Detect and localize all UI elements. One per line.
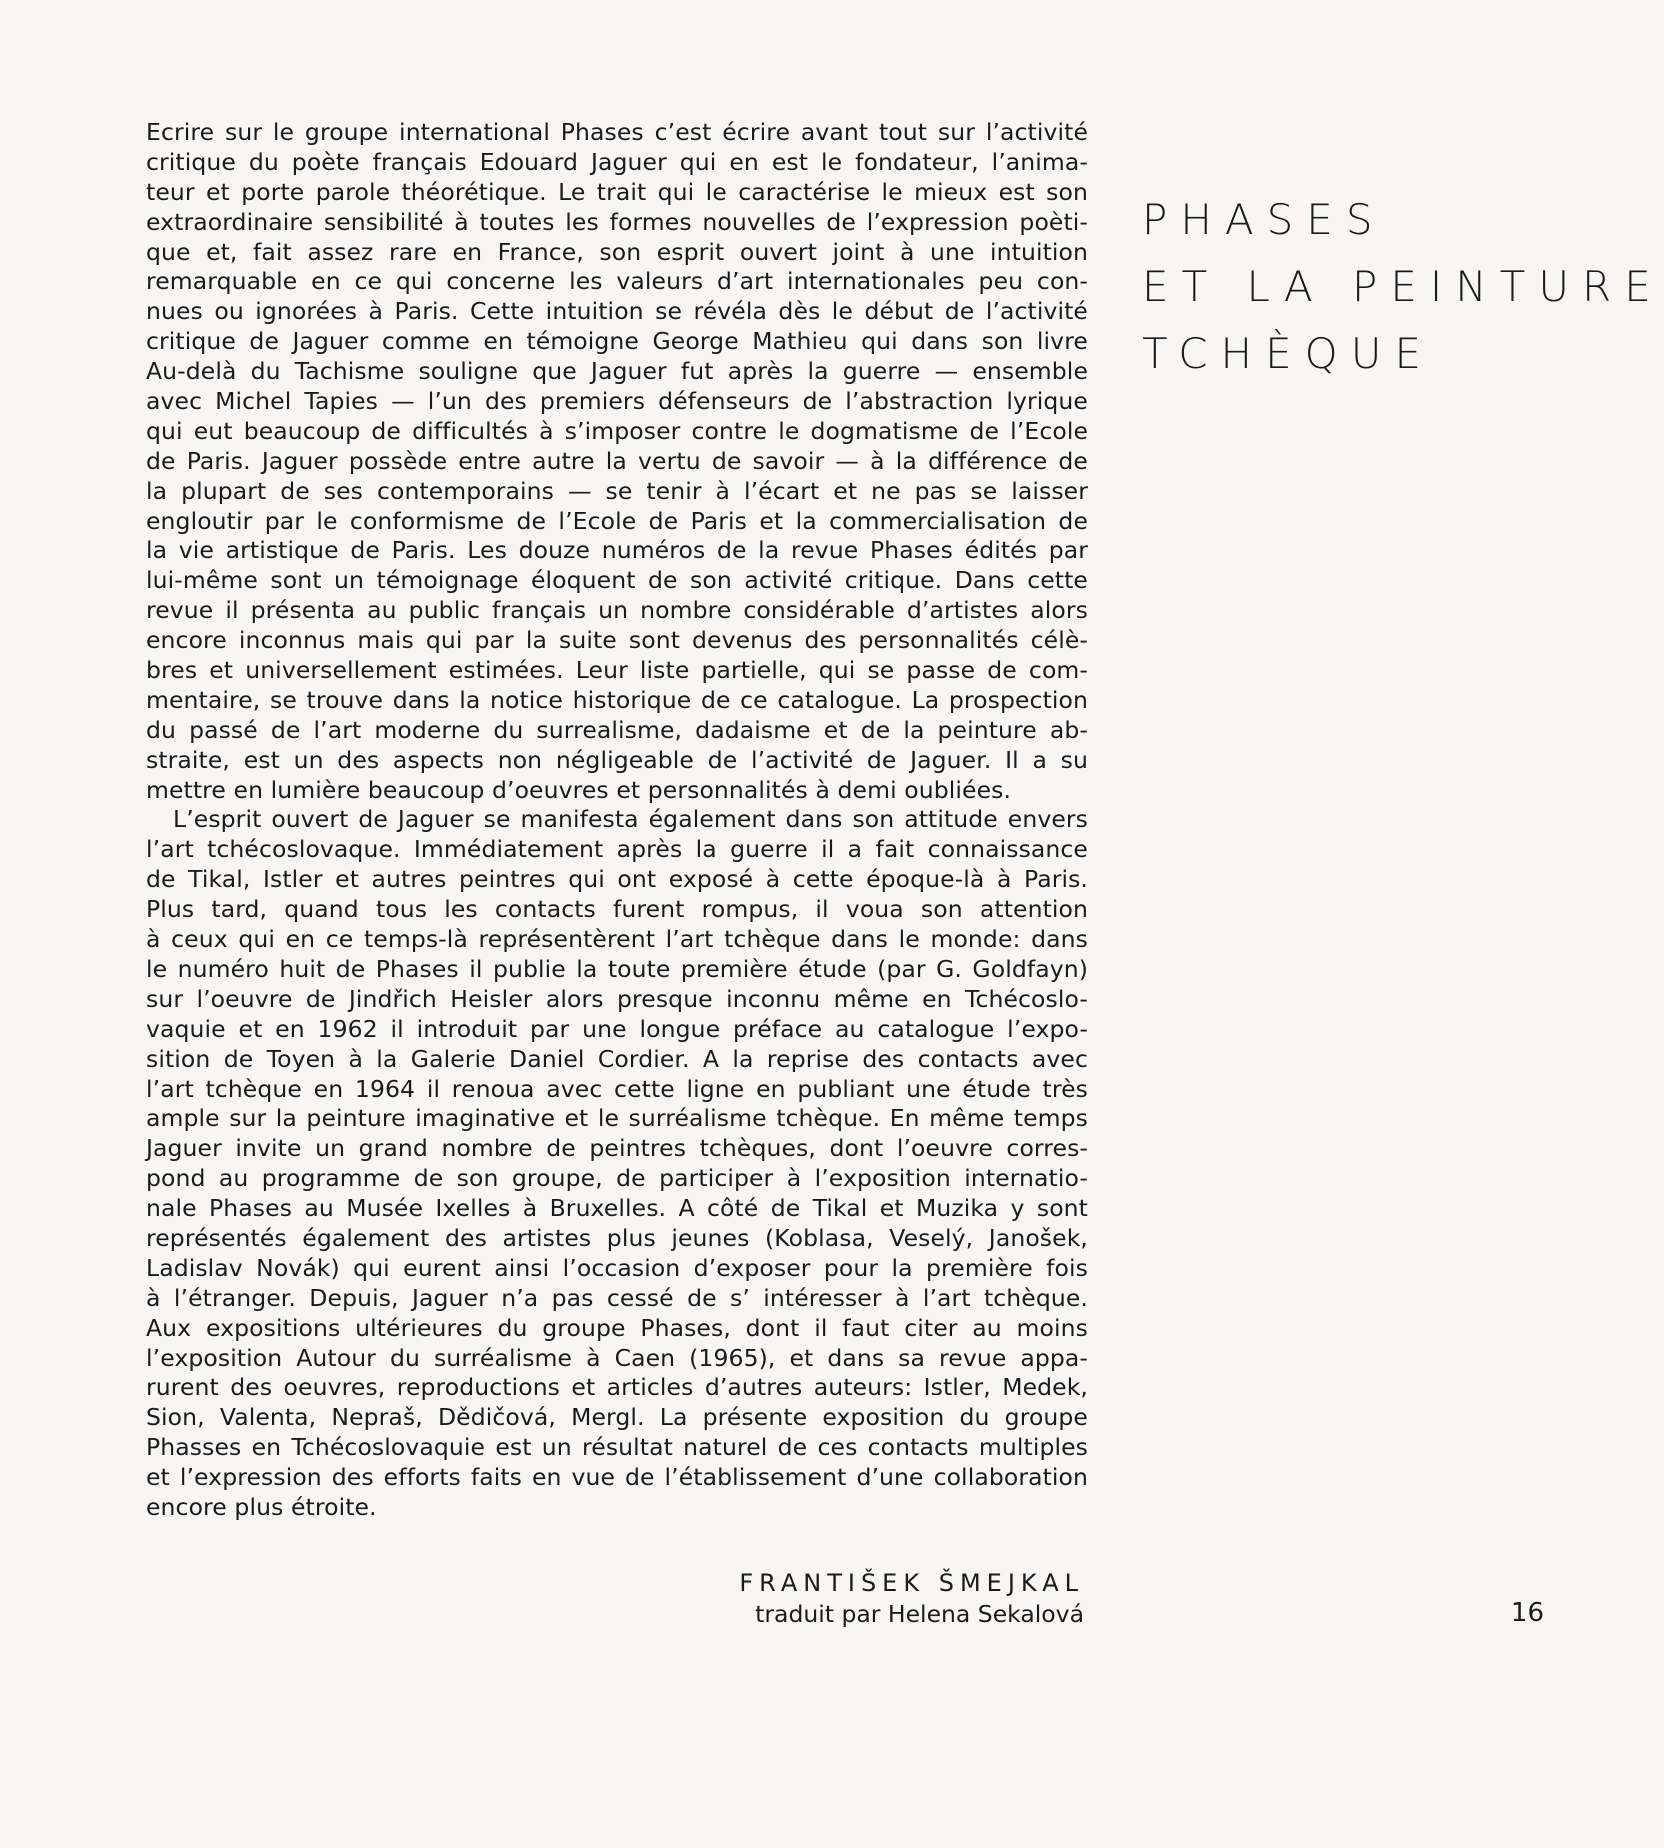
- text-line: Phasses en Tchécoslovaquie est un résultat naturel de ces contacts multiples: [146, 1433, 1088, 1462]
- text-line: lui-même sont un témoignage éloquent de son activité critique. Dans cette: [146, 566, 1088, 595]
- text-line: pond au programme de son groupe, de participer à l’exposition internatio-: [146, 1164, 1088, 1193]
- text-line: la vie artistique de Paris. Les douze numéros de la revue Phases édités par: [146, 536, 1088, 565]
- title-line: PHASES: [1142, 195, 1386, 244]
- text-line: critique du poète français Edouard Jaguer qui en est le fondateur, l’anima-: [146, 147, 1088, 176]
- text-line: critique de Jaguer comme en témoigne George Mathieu qui dans son livre: [146, 327, 1088, 356]
- paragraph-1: [146, 118, 1088, 805]
- text-line: vaquie et en 1962 il introduit par une longue préface au catalogue l’expo-: [146, 1014, 1088, 1043]
- text-line: avec Michel Tapies — l’un des premiers défenseurs de l’abstraction lyrique: [146, 387, 1088, 416]
- text-line: que et, fait assez rare en France, son esprit ouvert joint à une intuition: [146, 237, 1088, 266]
- text-line: Jaguer invite un grand nombre de peintres tchèques, dont l’oeuvre corres-: [146, 1134, 1088, 1163]
- text-line: de Tikal, Istler et autres peintres qui ont exposé à cette époque-là à Paris.: [146, 865, 1088, 894]
- text-line: teur et porte parole théorétique. Le trait qui le caractérise le mieux est son: [146, 177, 1088, 206]
- text-line: encore plus étroite.: [146, 1492, 377, 1521]
- text-line: et l’expression des efforts faits en vue de l’établissement d’une collaboration: [146, 1463, 1088, 1492]
- text-line: Ecrire sur le groupe international Phases c’est écrire avant tout sur l’activité: [146, 118, 1088, 146]
- text-line: Sion, Valenta, Nepraš, Dědičová, Mergl. La présente exposition du groupe: [146, 1403, 1088, 1432]
- text-line: l’art tchèque en 1964 il renoua avec cette ligne en publiant une étude très: [146, 1074, 1088, 1103]
- text-line: de Paris. Jaguer possède entre autre la vertu de savoir — à la différence de: [146, 446, 1088, 475]
- text-line: sur l’oeuvre de Jindřich Heisler alors presque inconnu même en Tchécoslo-: [146, 984, 1088, 1013]
- text-line: encore inconnus mais qui par la suite sont devenus des personnalités célè-: [146, 626, 1088, 655]
- text-line: l’art tchécoslovaque. Immédiatement après la guerre il a fait connaissance: [146, 835, 1088, 864]
- text-line: à ceux qui en ce temps-là représentèrent l’art tchèque dans le monde: dans: [146, 925, 1088, 954]
- page-number: 16: [1510, 1598, 1544, 1628]
- text-line: mettre en lumière beaucoup d’oeuvres et personnalités à demi oubliées.: [146, 775, 1012, 804]
- text-line: nues ou ignorées à Paris. Cette intuition se révéla dès le début de l’activité: [146, 297, 1088, 326]
- signature-block: [600, 1567, 1084, 1629]
- text-line: le numéro huit de Phases il publie la toute première étude (par G. Goldfayn): [146, 954, 1088, 983]
- article-title: [1142, 186, 1664, 387]
- text-line: la plupart de ses contemporains — se tenir à l’écart et ne pas se laisser: [146, 476, 1088, 505]
- text-line: qui eut beaucoup de difficultés à s’imposer contre le dogmatisme de l’Ecole: [146, 416, 1088, 445]
- translator-credit: traduit par Helena Sekalová: [755, 1600, 1084, 1628]
- text-line: revue il présenta au public français un nombre considérable d’artistes alors: [146, 596, 1088, 625]
- text-line: straite, est un des aspects non négligeable de l’activité de Jaguer. Il a su: [146, 745, 1088, 774]
- text-line: engloutir par le conformisme de l’Ecole de Paris et la commercialisation de: [146, 506, 1088, 535]
- text-line: Aux expositions ultérieures du groupe Phases, dont il faut citer au moins: [146, 1313, 1088, 1342]
- text-line: du passé de l’art moderne du surrealisme, dadaisme et de la peinture ab-: [146, 715, 1088, 744]
- text-line: rurent des oeuvres, reproductions et articles d’autres auteurs: Istler, Medek,: [146, 1373, 1088, 1402]
- title-line: TCHÈQUE: [1142, 329, 1434, 378]
- paragraph-2: [146, 805, 1088, 1522]
- text-line: l’exposition Autour du surréalisme à Caen (1965), et dans sa revue appa-: [146, 1343, 1088, 1372]
- text-line: Plus tard, quand tous les contacts furent rompus, il voua son attention: [146, 895, 1088, 924]
- article-body: [146, 118, 1088, 1523]
- text-line: sition de Toyen à la Galerie Daniel Cordier. A la reprise des contacts avec: [146, 1044, 1088, 1073]
- author-name: FRANTIŠEK ŠMEJKAL: [739, 1569, 1084, 1597]
- text-line: remarquable en ce qui concerne les valeurs d’art internationales peu con-: [146, 267, 1088, 296]
- text-line: Ladislav Novák) qui eurent ainsi l’occasion d’exposer pour la première fois: [146, 1253, 1088, 1282]
- text-line: L’esprit ouvert de Jaguer se manifesta également dans son attitude envers: [173, 805, 1088, 834]
- text-line: extraordinaire sensibilité à toutes les formes nouvelles de l’expression poèti-: [146, 207, 1088, 236]
- text-line: bres et universellement estimées. Leur liste partielle, qui se passe de com-: [146, 656, 1088, 685]
- text-line: mentaire, se trouve dans la notice historique de ce catalogue. La prospection: [146, 685, 1088, 714]
- text-line: nale Phases au Musée Ixelles à Bruxelles. A côté de Tikal et Muzika y sont: [146, 1194, 1088, 1223]
- text-line: à l’étranger. Depuis, Jaguer n’a pas cessé de s’ intéresser à l’art tchèque.: [146, 1283, 1088, 1312]
- text-line: ample sur la peinture imaginative et le surréalisme tchèque. En même temps: [146, 1104, 1088, 1133]
- text-line: Au-delà du Tachisme souligne que Jaguer fut après la guerre — ensemble: [146, 357, 1088, 386]
- title-line: ET LA PEINTURE: [1142, 262, 1664, 311]
- text-line: représentés également des artistes plus jeunes (Koblasa, Veselý, Janošek,: [146, 1223, 1088, 1252]
